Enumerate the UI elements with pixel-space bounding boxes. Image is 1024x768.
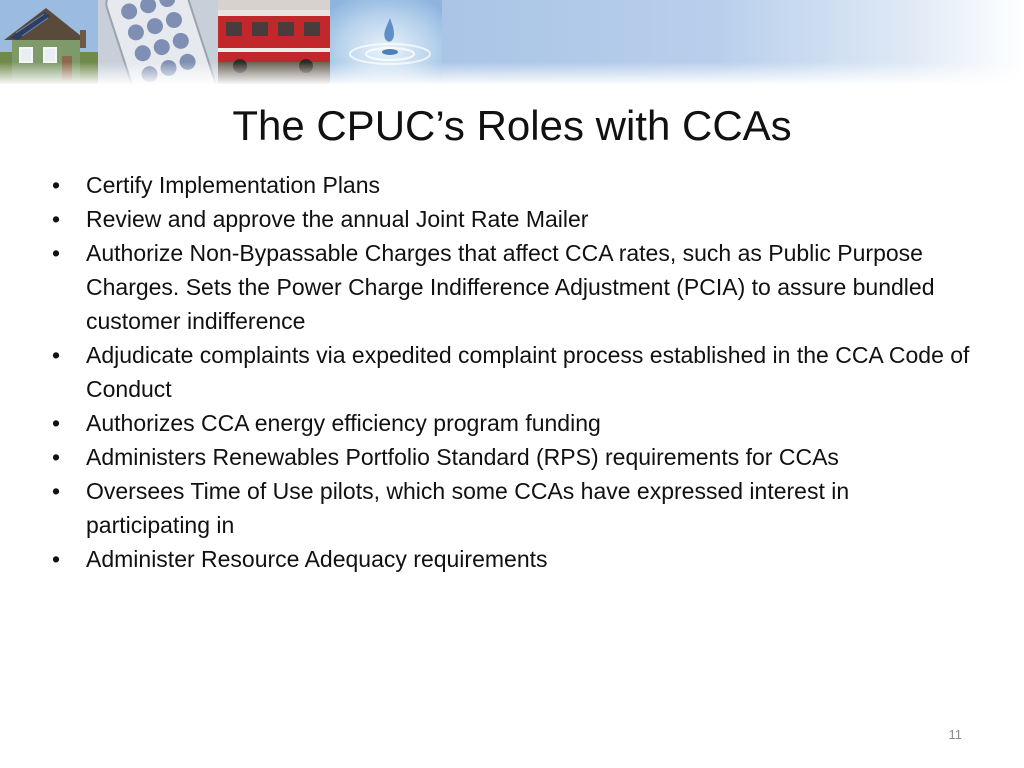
bullet-marker: •	[52, 410, 61, 436]
list-item	[52, 338, 972, 406]
list-item	[52, 406, 972, 440]
list-item	[52, 236, 972, 338]
bullet-text: Review and approve the annual Joint Rate Mailer	[86, 206, 589, 232]
bullet-text: Authorizes CCA energy efficiency program funding	[86, 410, 601, 436]
list-item	[52, 542, 972, 576]
header-banner	[0, 0, 1024, 84]
list-item	[52, 202, 972, 236]
list-item	[52, 440, 972, 474]
bullet-list	[52, 168, 972, 576]
list-item	[52, 474, 972, 542]
bullet-text: Certify Implementation Plans	[86, 172, 381, 198]
bullet-text: Authorize Non-Bypassable Charges that affect CCA rates, such as Public Purpose Charges. Sets the Power Charge Indifference Adjustment (PCIA) to assure bundled customer indifference	[86, 240, 935, 334]
bullet-marker: •	[52, 444, 61, 470]
bullet-text: Oversees Time of Use pilots, which some CCAs have expressed interest in participating in	[86, 478, 850, 538]
bullet-marker: •	[52, 172, 61, 198]
page-number: 11	[948, 727, 962, 742]
bullet-text: Adjudicate complaints via expedited complaint process established in the CCA Code of Conduct	[86, 342, 970, 402]
bullet-marker: •	[52, 206, 61, 232]
bullet-text: Administers Renewables Portfolio Standard (RPS) requirements for CCAs	[86, 444, 839, 470]
bullet-marker: •	[52, 240, 61, 266]
list-item	[52, 168, 972, 202]
slide-title: The CPUC’s Roles with CCAs	[232, 102, 792, 149]
bullet-marker: •	[52, 478, 61, 504]
bullet-text: Administer Resource Adequacy requirements	[86, 546, 548, 572]
bullet-marker: •	[52, 342, 61, 368]
bullet-marker: •	[52, 546, 61, 572]
banner-fade	[0, 62, 1024, 84]
